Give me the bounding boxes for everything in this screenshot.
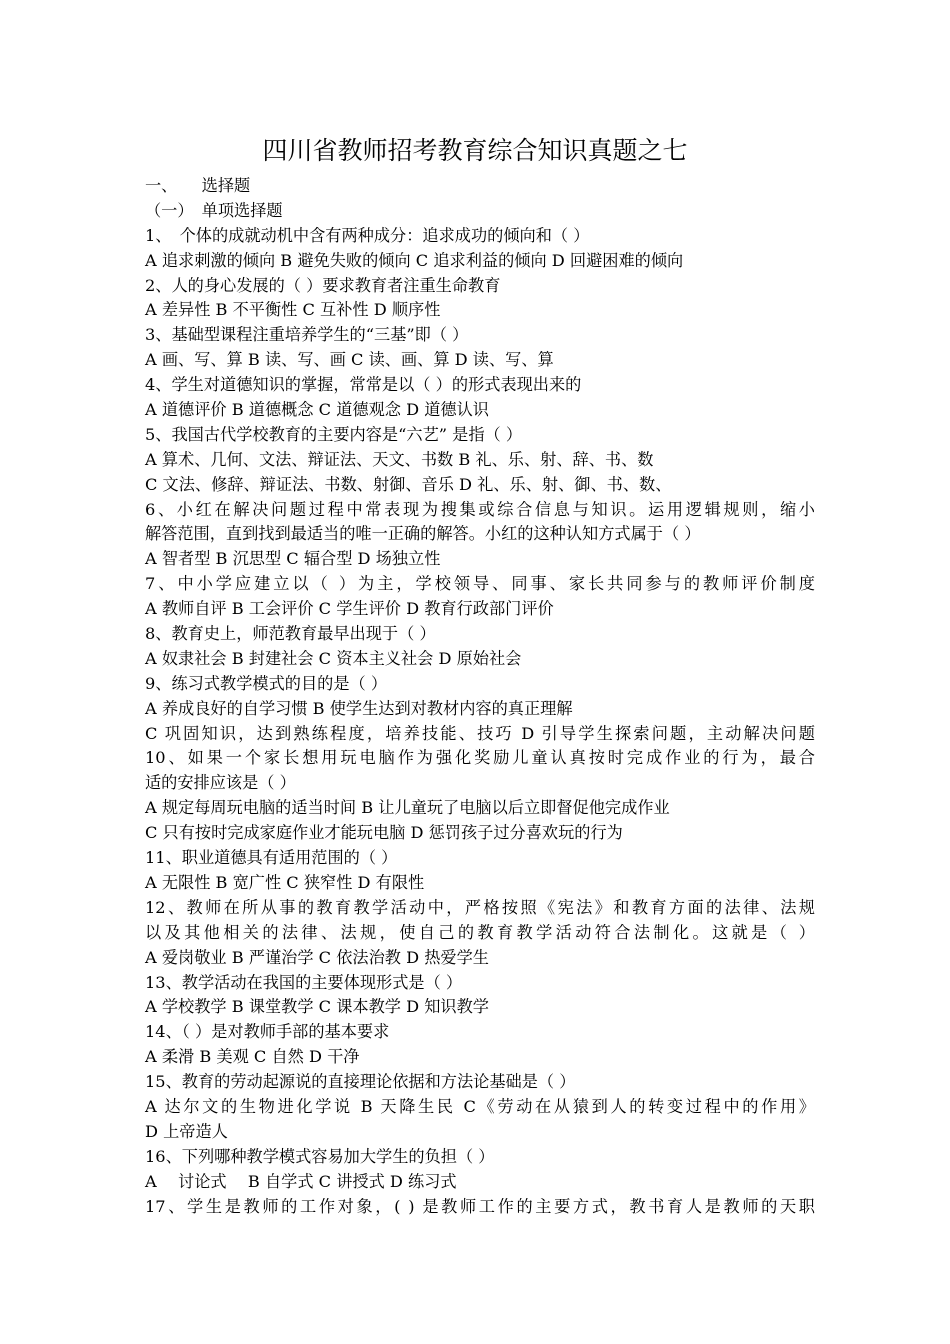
document-title: 四川省教师招考教育综合知识真题之七 bbox=[262, 136, 688, 165]
question-5: 5、我国古代学校教育的主要内容是“六艺” 是指（ ） bbox=[145, 424, 523, 444]
question-1: 1、 个体的成就动机中含有两种成分：追求成功的倾向和（ ） bbox=[145, 225, 590, 245]
question-6-line-1: 6、小红在解决问题过程中常表现为搜集或综合信息与知识。运用逻辑规则，缩小 bbox=[145, 499, 815, 519]
question-14: 14、（ ）是对教师手部的基本要求 bbox=[145, 1022, 390, 1042]
question-9-options-ab: A 养成良好的自学习惯 B 使学生达到对教材内容的真正理解 bbox=[145, 698, 573, 718]
question-8-options: A 奴隶社会 B 封建社会 C 资本主义社会 D 原始社会 bbox=[145, 648, 522, 668]
question-2: 2、人的身心发展的（ ）要求教育者注重生命教育 bbox=[145, 275, 501, 295]
section-heading: 一、 选择题 bbox=[145, 176, 251, 195]
question-15-options-abc: A 达尔文的生物进化学说 B 天降生民 C《劳动在从猿到人的转变过程中的作用》 bbox=[145, 1096, 815, 1116]
question-10-line-2: 适的安排应该是（ ） bbox=[145, 773, 296, 793]
question-15-option-d: D 上帝造人 bbox=[145, 1121, 228, 1141]
question-6-line-2: 解答范围，直到找到最适当的唯一正确的解答。小红的这种认知方式属于（ ） bbox=[145, 524, 701, 544]
question-12-line-2: 以及其他相关的法律、法规，使自己的教育教学活动符合法制化。这就是（ ） bbox=[145, 922, 815, 942]
question-1-options: A 追求刺激的倾向 B 避免失败的倾向 C 追求利益的倾向 D 回避困难的倾向 bbox=[145, 250, 684, 270]
question-10-options-ab: A 规定每周玩电脑的适当时间 B 让儿童玩了电脑以后立即督促他完成作业 bbox=[145, 798, 670, 818]
question-4: 4、学生对道德知识的掌握，常常是以（ ）的形式表现出来的 bbox=[145, 375, 582, 395]
question-4-options: A 道德评价 B 道德概念 C 道德观念 D 道德认识 bbox=[145, 400, 489, 420]
question-8: 8、教育史上，师范教育最早出现于（ ） bbox=[145, 624, 436, 644]
question-14-options: A 柔滑 B 美观 C 自然 D 干净 bbox=[145, 1047, 360, 1067]
question-11-options: A 无限性 B 宽广性 C 狭窄性 D 有限性 bbox=[145, 872, 425, 892]
question-12-line-1: 12、教师在所从事的教育教学活动中，严格按照《宪法》和教育方面的法律、法规 bbox=[145, 897, 815, 917]
question-6-options: A 智者型 B 沉思型 C 辐合型 D 场独立性 bbox=[145, 549, 441, 569]
question-10-line-1: 10、如果一个家长想用玩电脑作为强化奖励儿童认真按时完成作业的行为，最合 bbox=[145, 748, 815, 768]
question-9: 9、练习式教学模式的目的是（ ） bbox=[145, 673, 388, 693]
question-3: 3、基础型课程注重培养学生的“三基”即（ ） bbox=[145, 325, 469, 345]
question-2-options: A 差异性 B 不平衡性 C 互补性 D 顺序性 bbox=[145, 300, 441, 320]
question-5-options-ab: A 算术、几何、文法、辩证法、天文、书数 B 礼、乐、射、辞、书、数 bbox=[145, 449, 654, 469]
question-7-options: A 教师自评 B 工会评价 C 学生评价 D 教育行政部门评价 bbox=[145, 599, 554, 619]
document-body bbox=[145, 174, 815, 1219]
question-13-options: A 学校教学 B 课堂教学 C 课本教学 D 知识教学 bbox=[145, 997, 489, 1017]
subsection-heading: （一） 单项选择题 bbox=[145, 200, 283, 220]
question-15: 15、教育的劳动起源说的直接理论依据和方法论基础是（ ） bbox=[145, 1072, 576, 1092]
question-12-options: A 爱岗敬业 B 严谨治学 C 依法治教 D 热爱学生 bbox=[145, 947, 489, 967]
question-16: 16、下列哪种教学模式容易加大学生的负担（ ） bbox=[145, 1146, 495, 1166]
question-13: 13、教学活动在我国的主要体现形式是（ ） bbox=[145, 972, 463, 992]
question-3-options: A 画、写、算 B 读、写、画 C 读、画、算 D 读、写、算 bbox=[145, 350, 554, 370]
question-9-options-cd: C 巩固知识，达到熟练程度，培养技能、技巧 D 引导学生探索问题，主动解决问题 bbox=[145, 723, 815, 743]
question-10-options-cd: C 只有按时完成家庭作业才能玩电脑 D 惩罚孩子过分喜欢玩的行为 bbox=[145, 823, 623, 843]
question-11: 11、职业道德具有适用范围的（ ） bbox=[145, 848, 398, 868]
question-5-options-cd: C 文法、修辞、辩证法、书数、射御、音乐 D 礼、乐、射、御、书、数、 bbox=[145, 474, 672, 494]
question-16-options: A 讨论式 B 自学式 C 讲授式 D 练习式 bbox=[145, 1171, 457, 1191]
question-17: 17、学生是教师的工作对象，( ) 是教师工作的主要方式，教书育人是教师的天职 bbox=[145, 1196, 815, 1216]
question-7: 7、中小学应建立以（ ）为主，学校领导、同事、家长共同参与的教师评价制度 bbox=[145, 574, 815, 594]
